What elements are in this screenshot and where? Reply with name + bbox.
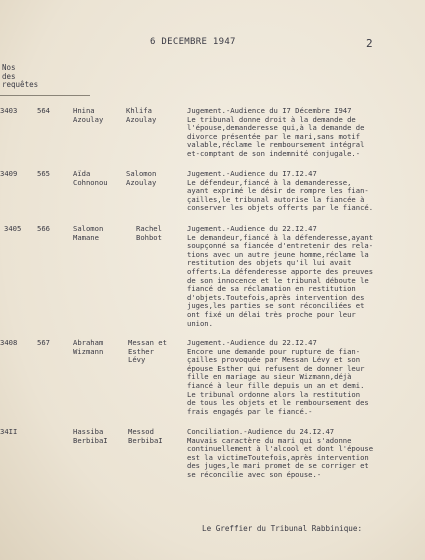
name-line: Aïda: [73, 169, 91, 178]
name-line: Hnina: [73, 106, 95, 115]
column-header-line: des: [2, 71, 16, 81]
text-line: fille en mariage au sieur Wizmann,déjà: [187, 372, 352, 382]
text-line: restitution des objets qu'il lui avait: [187, 258, 352, 268]
text-line: Le tribunal donne droit à la demande de: [187, 114, 356, 124]
text-line: Jugement.-Audience du 22.I2.47: [187, 338, 317, 347]
plaintiff-name: [73, 170, 108, 187]
text-line: Le tribunal ordonne alors la restitution: [187, 389, 361, 399]
text-line: conserver les objets offerts par le fiancé.: [187, 203, 374, 213]
defendant-name: [126, 107, 156, 124]
entry-number: 566: [37, 224, 50, 233]
header-divider: [0, 95, 90, 96]
clerk-signature-line: Le Greffier du Tribunal Rabbinique:: [202, 524, 363, 533]
name-line: Salomon: [73, 224, 104, 233]
text-line: épouse Esther qui refusent de donner leur: [187, 363, 365, 373]
text-line: ont fixé un délai très proche pour leur: [187, 309, 356, 319]
request-number: 34II: [0, 427, 18, 436]
name-line: Bohbot: [136, 232, 162, 242]
text-line: fiancé de sa réclamation en restitution: [187, 284, 356, 294]
text-line: se réconcilie avec son épouse.-: [187, 469, 322, 479]
judgment-text: [187, 170, 373, 213]
name-line: Rachel: [136, 224, 162, 233]
plaintiff-name: [73, 225, 103, 242]
name-line: Messan et: [128, 338, 167, 347]
text-line: l'épouse,demanderesse qui,à la demande de: [187, 123, 365, 133]
text-line: çailles,le tribunal autorise la fiancée à: [187, 194, 365, 204]
name-line: Mamane: [73, 232, 99, 242]
name-line: Khlifa: [126, 106, 152, 115]
text-line: et-comptant de son indemnité conjugale.-: [187, 148, 361, 158]
name-line: Messod: [128, 427, 154, 436]
judgment-text: [187, 225, 373, 328]
text-line: Encore une demande pour rupture de fian-: [187, 346, 361, 356]
text-line: fiancé à leur fille depuis un an et demi.: [187, 380, 365, 390]
text-line: Le défendeur,fiancé à la demanderesse,: [187, 177, 352, 187]
name-line: Azoulay: [126, 177, 157, 187]
request-number: 3405: [4, 224, 22, 233]
text-line: des juges,le mari promet de se corriger et: [187, 461, 369, 471]
name-line: BerbibaI: [73, 435, 108, 445]
name-line: BerbibaI: [128, 435, 163, 445]
text-line: valable,réclame le remboursement intégral: [187, 140, 365, 150]
column-header-line: Nos: [2, 63, 16, 72]
request-number: 3403: [0, 106, 18, 115]
text-line: juges,les parties se sont réconciliées et: [187, 301, 365, 311]
name-line: Lévy: [128, 355, 146, 365]
text-line: ayant exprimé le désir de rompre les fian-: [187, 186, 369, 196]
text-line: tions avec un autre jeune homme,réclame la: [187, 249, 369, 259]
text-line: de son innocence et le tribunal déboute le: [187, 275, 369, 285]
entry-number: 567: [37, 338, 50, 347]
name-line: Cohnonou: [73, 177, 108, 187]
name-line: Azoulay: [73, 114, 104, 124]
text-line: soupçonné sa fiancée d'entretenir des rela-: [187, 241, 374, 251]
text-line: divorce présentée par le mari,sans motif: [187, 131, 361, 141]
column-header-request-numbers: [2, 64, 38, 90]
text-line: frais engagés par le fiancé.-: [187, 406, 313, 416]
entry-number: 564: [37, 106, 50, 115]
text-line: continuellement à l'alcool et dont l'épouse: [187, 444, 374, 454]
judgment-text: [187, 428, 373, 480]
defendant-name: [126, 170, 156, 187]
text-line: Le demandeur,fiancé à la défenderesse,ayant: [187, 232, 374, 242]
text-line: d'objets.Toutefois,après intervention des: [187, 292, 365, 302]
text-line: Jugement.-Audience du I7.I2.47: [187, 169, 317, 178]
text-line: offerts.La défenderesse apporte des preuves: [187, 266, 374, 276]
request-number: 3408: [0, 338, 18, 347]
judgment-text: [187, 339, 369, 416]
name-line: Hassiba: [73, 427, 104, 436]
name-line: Esther: [128, 346, 154, 356]
column-header-line: requêtes: [2, 80, 39, 89]
name-line: Abraham: [73, 338, 104, 347]
plaintiff-name: [73, 107, 103, 124]
name-line: Azoulay: [126, 114, 157, 124]
defendant-name: [128, 428, 163, 445]
judgment-text: [187, 107, 364, 159]
text-line: Mauvais caractère du mari qui s'adonne: [187, 435, 352, 445]
text-line: Jugement.-Audience du I7 Décembre I947: [187, 106, 352, 115]
text-line: çailles provoquée par Messan Lévy et son: [187, 355, 361, 365]
name-line: Salomon: [126, 169, 157, 178]
page-number: 2: [366, 37, 373, 50]
plaintiff-name: [73, 428, 108, 445]
text-line: union.: [187, 318, 213, 328]
name-line: Wizmann: [73, 346, 104, 356]
defendant-name: [128, 339, 167, 365]
entry-number: 565: [37, 169, 50, 178]
text-line: de tous les objets et le remboursement des: [187, 398, 369, 408]
text-line: Jugement.-Audience du 22.I2.47: [187, 224, 317, 233]
request-number: 3409: [0, 169, 18, 178]
text-line: est la victimeToutefois,après intervention: [187, 452, 369, 462]
page-date-header: 6 DECEMBRE 1947: [150, 37, 236, 47]
text-line: Conciliation.-Audience du 24.I2.47: [187, 427, 335, 436]
defendant-name: [136, 225, 162, 242]
plaintiff-name: [73, 339, 103, 356]
